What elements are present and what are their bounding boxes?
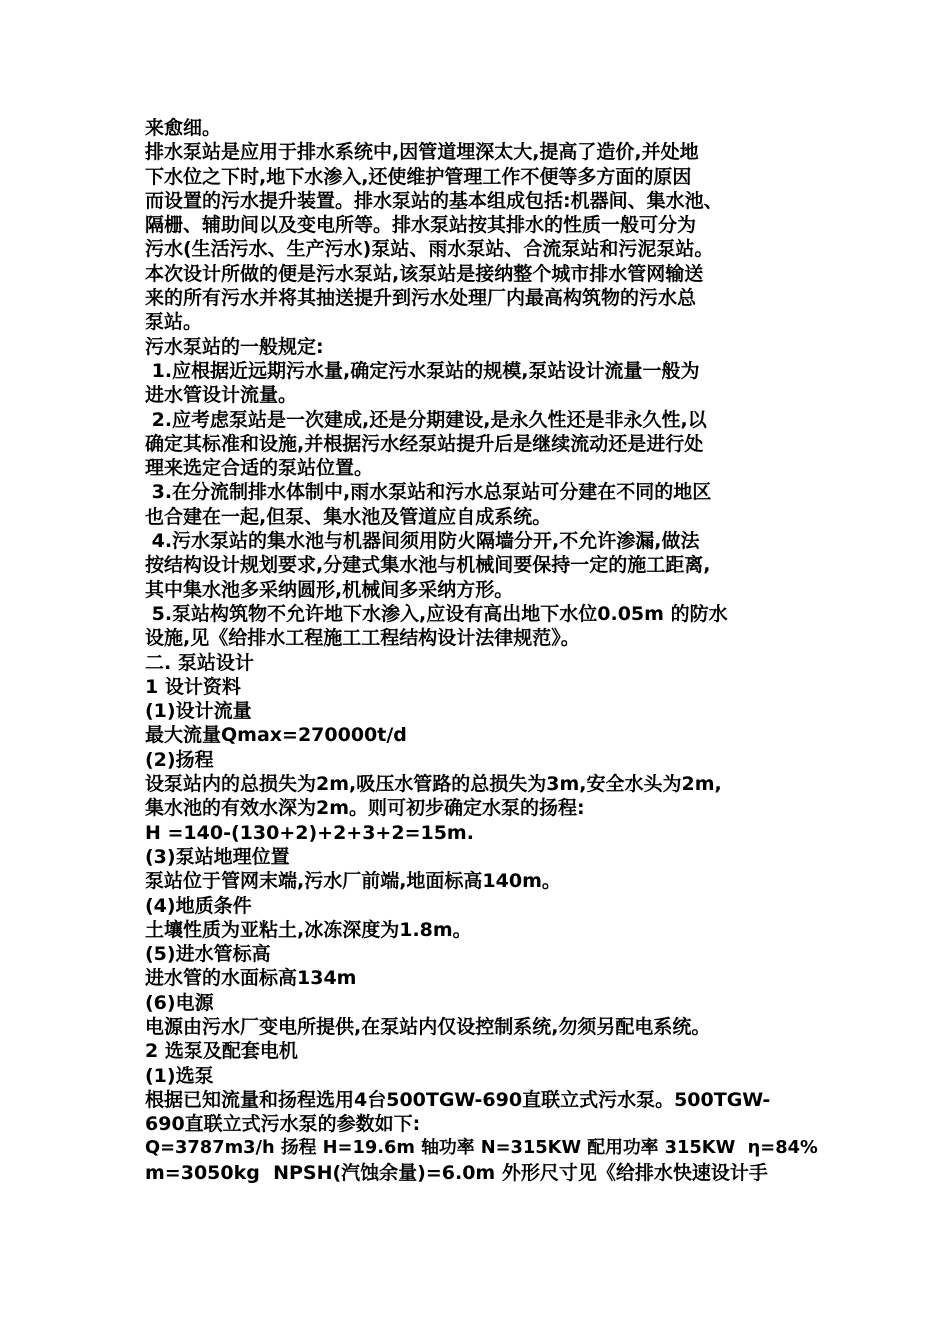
text-line: 污水(生活污水、生产污水)泵站、雨水泵站、合流泵站和污泥泵站。 [145, 238, 714, 261]
text-line: 690直联立式污水泵的参数如下: [145, 1113, 421, 1136]
text-line: 泵站。 [145, 311, 203, 334]
text-line: 来愈细。 [145, 117, 222, 139]
text-line: 按结构设计规划要求,分建式集水池与机械间要保持一定的施工距离, [145, 554, 711, 577]
list-item: 4.污水泵站的集水池与机器间须用防火隔墙分开,不允许渗漏,做法 [145, 530, 700, 553]
item-heading: (5)进水管标高 [145, 943, 271, 966]
parameter-line: Q=3787m3/h 扬程 H=19.6m 轴功率 N=315KW 配用功率 315KW η=84% [145, 1137, 818, 1159]
text-line: 泵站位于管网末端,污水厂前端,地面标高140m。 [145, 870, 561, 893]
text-line: 隔栅、辅助间以及变电所等。排水泵站按其排水的性质一般可分为 [145, 214, 697, 237]
text-line: 设泵站内的总损失为2m,吸压水管路的总损失为3m,安全水头为2m, [145, 773, 722, 796]
text-line: 土壤性质为亚粘土,冰冻深度为1.8m。 [145, 918, 472, 941]
list-item: 3.在分流制排水体制中,雨水泵站和污水总泵站可分建在不同的地区 [145, 481, 712, 504]
item-heading: (6)电源 [145, 991, 214, 1014]
text-line: 设施,见《给排水工程施工工程结构设计法律规范》。 [145, 627, 580, 650]
text-line: 最大流量Qmax=270000t/d [145, 724, 407, 747]
text-line: 本次设计所做的便是污水泵站,该泵站是接纳整个城市排水管网输送 [145, 262, 704, 285]
list-item: 1.应根据近远期污水量,确定污水泵站的规模,泵站设计流量一般为 [145, 359, 700, 382]
text-line: 而设置的污水提升装置。排水泵站的基本组成包括:机器间、集水池、 [145, 189, 723, 212]
text-line: 也合建在一起,但泵、集水池及管道应自成系统。 [145, 505, 552, 528]
formula-line: H =140-(130+2)+2+3+2=15m. [145, 821, 474, 844]
item-heading: (4)地质条件 [145, 894, 252, 917]
text-line: 进水管设计流量。 [145, 384, 298, 407]
list-item: 5.泵站构筑物不允许地下水渗入,应设有高出地下水位0.05m 的防水 [145, 602, 728, 625]
text-line: 排水泵站是应用于排水系统中,因管道埋深太大,提高了造价,并处地 [145, 141, 699, 164]
text-line: 下水位之下时,地下水渗入,还使维护管理工作不便等多方面的原因 [145, 165, 692, 188]
subsection-heading: 2 选泵及配套电机 [145, 1040, 298, 1063]
list-item: 2.应考虑泵站是一次建成,还是分期建设,是永久性还是非永久性,以 [145, 408, 707, 431]
section-heading: 污水泵站的一般规定: [145, 335, 324, 358]
item-heading: (2)扬程 [145, 748, 214, 771]
text-line: 确定其标准和设施,并根据污水经泵站提升后是继续流动还是进行处 [145, 432, 704, 455]
parameter-line: m=3050kg NPSH(汽蚀余量)=6.0m 外形尺寸见《给排水快速设计手 [145, 1161, 768, 1184]
item-heading: (1)设计流量 [145, 700, 252, 723]
text-line: 根据已知流量和扬程选用4台500TGW-690直联立式污水泵。500TGW- [145, 1088, 771, 1111]
text-line: 理来选定合适的泵站位置。 [145, 457, 374, 480]
section-heading: 二. 泵站设计 [145, 651, 254, 674]
text-line: 来的所有污水并将其抽送提升到污水处理厂内最高构筑物的污水总 [145, 287, 697, 310]
document-body [145, 116, 825, 1185]
item-heading: (1)选泵 [145, 1064, 214, 1087]
text-line: 集水池的有效水深为2m。则可初步确定水泵的扬程: [145, 797, 585, 820]
subsection-heading: 1 设计资料 [145, 675, 241, 698]
text-line: 电源由污水厂变电所提供,在泵站内仅设控制系统,勿须另配电系统。 [145, 1015, 711, 1038]
text-line: 其中集水池多采纳圆形,机械间多采纳方形。 [145, 578, 514, 601]
item-heading: (3)泵站地理位置 [145, 845, 290, 868]
text-line: 进水管的水面标高134m [145, 967, 357, 990]
